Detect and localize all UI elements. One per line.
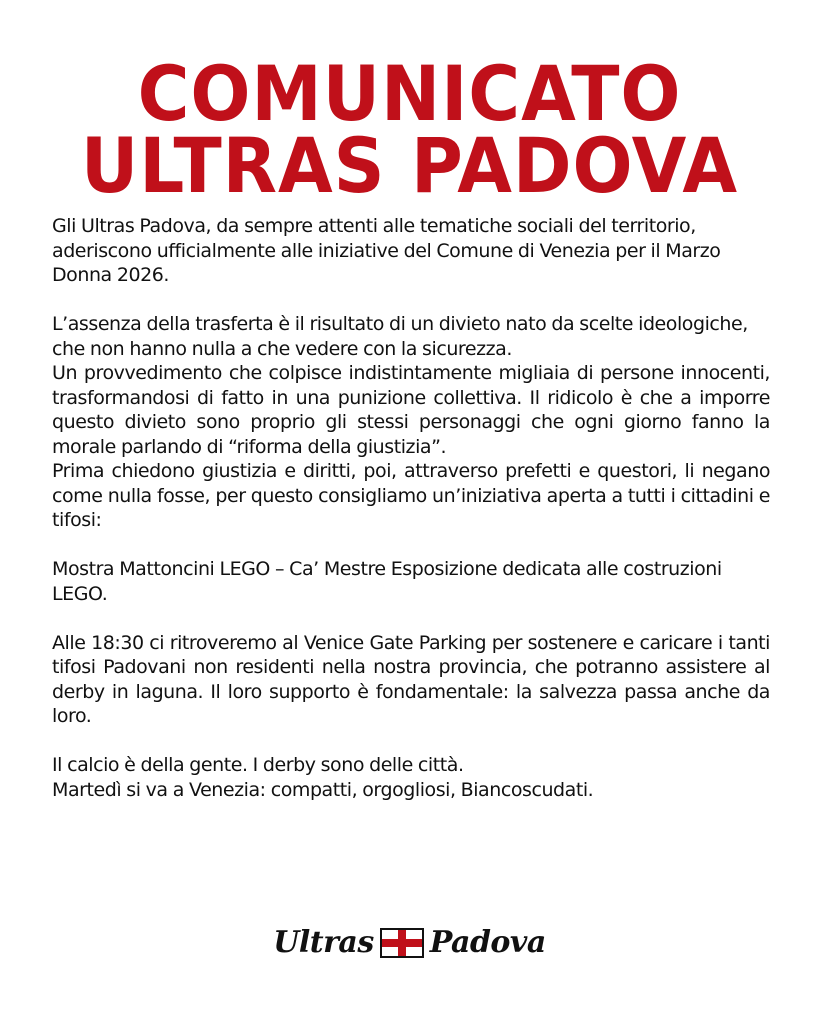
signature-word-padova: Padova (429, 925, 546, 960)
page-subtitle: ULTRAS PADOVA (80, 121, 739, 210)
paragraph-closing-2: Martedì si va a Venezia: compatti, orgogliosi, Biancoscudati. (52, 778, 594, 801)
paragraph-lego-exhibition: Mostra Mattoncini LEGO – Ca’ Mestre Esposizione dedicata alle costruzioni LEGO. (52, 558, 722, 605)
paragraph-spacer (52, 606, 770, 631)
paragraph-meeting: Alle 18:30 ci ritroveremo al Venice Gate Parking per sostenere e caricare i tanti tifosi Padovani non residenti nella nostra provincia, che potranno assistere al derby in laguna. Il loro supporto è fondamentale: la salvezza passa anche da loro. (52, 631, 770, 727)
statement-body (52, 214, 770, 802)
signature-logo (0, 925, 819, 960)
st-george-cross-flag-icon (380, 928, 424, 958)
paragraph-spacer (52, 729, 770, 754)
paragraph-ban: L’assenza della trasferta è il risultato di un divieto nato da scelte ideologiche, che non hanno nulla a che vedere con la sicurezza. (52, 313, 748, 360)
paragraph-intro: Gli Ultras Padova, da sempre attenti alle tematiche sociali del territorio, aderiscono ufficialmente alle iniziative del Comune di Venezia per il Marzo Donna 2026. (52, 215, 721, 286)
page-title: COMUNICATO (137, 49, 682, 138)
paragraph-spacer (52, 533, 770, 558)
paragraph-measure: Un provvedimento che colpisce indistintamente migliaia di persone innocenti, trasformandosi di fatto in una punizione collettiva. Il ridicolo è che a imporre questo divieto sono proprio gli stessi personaggi che ogni giorno fanno la morale parlando di “riforma della giustizia”. (52, 362, 770, 458)
paragraph-spacer (52, 288, 770, 313)
paragraph-justice: Prima chiedono giustizia e diritti, poi, attraverso prefetti e questori, li negano come nulla fosse, per questo consigliamo un’iniziativa aperta a tutti i cittadini e tifosi: (52, 460, 770, 531)
paragraph-closing-1: Il calcio è della gente. I derby sono delle città. (52, 754, 464, 776)
signature-word-ultras: Ultras (273, 925, 374, 960)
